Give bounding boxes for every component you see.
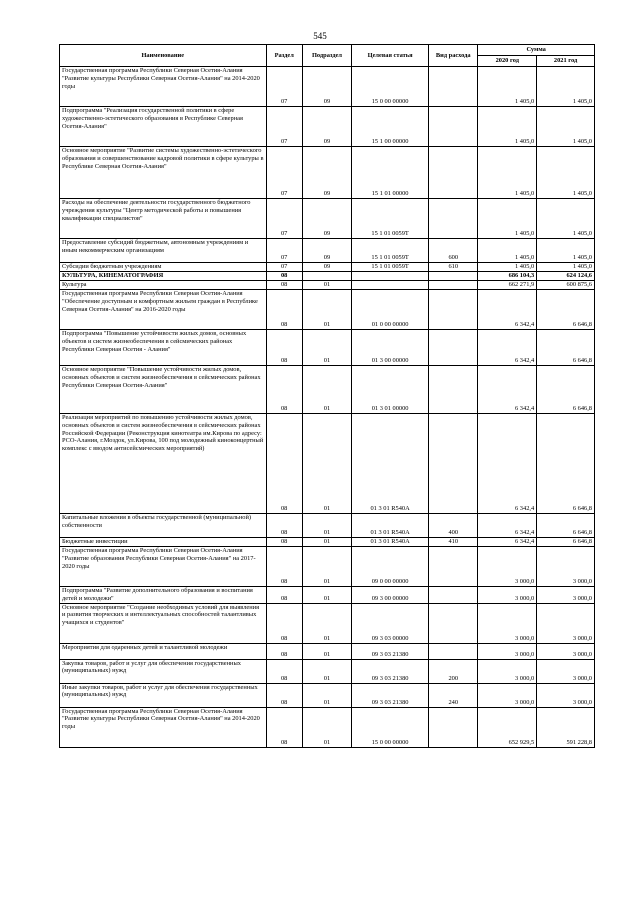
row-name: Основное мероприятие "Создание необходимых условий для выявления и развития творческих и интеллектуальных способностей талантливых учащихся и студентов" (60, 603, 267, 643)
row-expense-type (429, 603, 478, 643)
row-amount-2020: 6 342,4 (478, 290, 537, 330)
row-name: Подпрограмма "Повышение устойчивости жилых домов, основных объектов и систем жизнеобеспечения в сейсмических районах Республики Северная Осетия - Алания" (60, 330, 267, 366)
row-name: Подпрограмма "Реализация государственной политики в сфере художественно-эстетического образования в Республике Северная Осетия-Алания" (60, 107, 267, 147)
row-section: 07 (266, 147, 302, 199)
row-amount-2020: 6 342,4 (478, 514, 537, 538)
table-row (60, 547, 595, 587)
row-name: КУЛЬТУРА, КИНЕМАТОГРАФИЯ (60, 272, 267, 281)
table-row (60, 603, 595, 643)
row-section: 07 (266, 199, 302, 239)
row-section: 08 (266, 366, 302, 414)
row-expense-type (429, 107, 478, 147)
table-row (60, 538, 595, 547)
row-expense-type (429, 547, 478, 587)
table-row (60, 272, 595, 281)
row-amount-2020: 3 000,0 (478, 683, 537, 707)
row-name: Основное мероприятие "Развитие системы художественно-эстетического образования и совершенствование кадровой политики в сфере культуры в Республике Северная Осетия-Алания" (60, 147, 267, 199)
row-amount-2020: 3 000,0 (478, 547, 537, 587)
row-subsection: 09 (302, 147, 351, 199)
row-subsection: 01 (302, 587, 351, 604)
row-target-item: 01 0 00 00000 (352, 290, 429, 330)
row-amount-2020: 1 405,0 (478, 67, 537, 107)
row-name: Расходы на обеспечение деятельности государственного бюджетного учреждения культуры "Центр методической работы и повышения квалификации специалистов" (60, 199, 267, 239)
row-amount-2020: 6 342,4 (478, 366, 537, 414)
row-expense-type (429, 290, 478, 330)
row-amount-2020: 1 405,0 (478, 147, 537, 199)
table-row (60, 107, 595, 147)
row-section: 08 (266, 538, 302, 547)
row-amount-2020: 1 405,0 (478, 107, 537, 147)
row-subsection: 01 (302, 366, 351, 414)
row-target-item (352, 281, 429, 290)
row-subsection: 01 (302, 547, 351, 587)
row-amount-2020: 1 405,0 (478, 199, 537, 239)
row-expense-type (429, 414, 478, 514)
row-target-item: 09 3 03 21380 (352, 683, 429, 707)
row-subsection: 01 (302, 707, 351, 747)
row-name: Государственная программа Республики Северная Осетия-Алания "Обеспечение доступным и комфортным жильем граждан в Республике Северная Осетия-Алания" на 2016-2020 годы (60, 290, 267, 330)
table-row (60, 514, 595, 538)
row-name: Основное мероприятие "Повышение устойчивости жилых домов, основных объектов и систем жизнеобеспечения в сейсмических районах Республики Северная Осетия-Алания" (60, 366, 267, 414)
row-amount-2021: 624 124,6 (537, 272, 595, 281)
page-number: 545 (313, 31, 327, 41)
table-row (60, 643, 595, 659)
header-subsection: Подраздел (302, 45, 351, 67)
row-amount-2021: 3 000,0 (537, 603, 595, 643)
row-amount-2020: 6 342,4 (478, 414, 537, 514)
row-amount-2021: 1 405,0 (537, 147, 595, 199)
table-row (60, 239, 595, 263)
row-section: 08 (266, 643, 302, 659)
row-name: Бюджетные инвестиции (60, 538, 267, 547)
row-subsection: 01 (302, 603, 351, 643)
row-amount-2021: 1 405,0 (537, 67, 595, 107)
row-section: 08 (266, 707, 302, 747)
row-subsection: 09 (302, 239, 351, 263)
row-expense-type (429, 366, 478, 414)
row-amount-2021: 3 000,0 (537, 643, 595, 659)
row-section: 07 (266, 239, 302, 263)
row-amount-2020: 3 000,0 (478, 603, 537, 643)
row-target-item: 15 1 01 00000 (352, 147, 429, 199)
row-name: Мероприятия для одаренных детей и талантливой молодежи (60, 643, 267, 659)
row-name: Культура (60, 281, 267, 290)
table-row (60, 659, 595, 683)
row-target-item (352, 272, 429, 281)
row-expense-type: 400 (429, 514, 478, 538)
table-row (60, 199, 595, 239)
row-name: Иные закупки товаров, работ и услуг для обеспечения государственных (муниципальных) нужд (60, 683, 267, 707)
row-target-item: 15 0 00 00000 (352, 67, 429, 107)
row-subsection: 01 (302, 659, 351, 683)
row-target-item: 09 3 03 00000 (352, 603, 429, 643)
table-row (60, 290, 595, 330)
row-name: Государственная программа Республики Северная Осетия-Алания "Развитие образования Республики Северная Осетия-Алания" на 2017-2020 годы (60, 547, 267, 587)
row-target-item: 09 3 03 21380 (352, 643, 429, 659)
row-amount-2021: 6 646,8 (537, 366, 595, 414)
row-section: 08 (266, 659, 302, 683)
row-subsection: 01 (302, 414, 351, 514)
table-row (60, 147, 595, 199)
row-section: 08 (266, 414, 302, 514)
row-subsection: 01 (302, 330, 351, 366)
row-target-item: 09 3 00 00000 (352, 587, 429, 604)
row-amount-2021: 6 646,8 (537, 290, 595, 330)
row-target-item: 01 3 01 R540А (352, 538, 429, 547)
row-amount-2021: 1 405,0 (537, 263, 595, 272)
row-subsection: 01 (302, 643, 351, 659)
row-amount-2021: 3 000,0 (537, 659, 595, 683)
row-expense-type (429, 330, 478, 366)
header-target-item: Целевая статья (352, 45, 429, 67)
row-name: Субсидии бюджетным учреждениям (60, 263, 267, 272)
header-section: Раздел (266, 45, 302, 67)
row-expense-type (429, 281, 478, 290)
row-target-item: 15 0 00 00000 (352, 707, 429, 747)
row-section: 08 (266, 272, 302, 281)
row-target-item: 01 3 01 00000 (352, 366, 429, 414)
table-row (60, 366, 595, 414)
row-amount-2021: 1 405,0 (537, 107, 595, 147)
row-expense-type: 200 (429, 659, 478, 683)
row-subsection: 09 (302, 199, 351, 239)
row-subsection: 09 (302, 107, 351, 147)
row-amount-2021: 591 228,8 (537, 707, 595, 747)
row-expense-type (429, 199, 478, 239)
row-amount-2021: 3 000,0 (537, 587, 595, 604)
row-target-item: 09 0 00 00000 (352, 547, 429, 587)
row-amount-2020: 6 342,4 (478, 538, 537, 547)
row-target-item: 09 3 03 21380 (352, 659, 429, 683)
row-subsection: 01 (302, 281, 351, 290)
row-target-item: 15 1 00 00000 (352, 107, 429, 147)
table-row (60, 330, 595, 366)
row-name: Закупка товаров, работ и услуг для обеспечения государственных (муниципальных) нужд (60, 659, 267, 683)
table-row (60, 263, 595, 272)
row-amount-2020: 3 000,0 (478, 643, 537, 659)
row-target-item: 01 3 01 R540А (352, 414, 429, 514)
row-amount-2021: 600 875,6 (537, 281, 595, 290)
row-amount-2021: 6 646,8 (537, 514, 595, 538)
row-name: Капитальные вложения в объекты государственной (муниципальной) собственности (60, 514, 267, 538)
row-target-item: 15 1 01 0059Т (352, 199, 429, 239)
row-expense-type (429, 272, 478, 281)
table-row (60, 67, 595, 107)
row-section: 08 (266, 330, 302, 366)
row-name: Государственная программа Республики Северная Осетия-Алания "Развитие культуры Республики Северная Осетия-Алания" на 2014-2020 годы (60, 707, 267, 747)
row-expense-type (429, 707, 478, 747)
row-amount-2021: 6 646,8 (537, 414, 595, 514)
row-subsection: 09 (302, 263, 351, 272)
row-section: 07 (266, 263, 302, 272)
row-amount-2020: 1 405,0 (478, 263, 537, 272)
row-name: Реализация мероприятий по повышению устойчивости жилых домов, основных объектов и систем жизнеобеспечения в сейсмических районах Российской Федерации (Реконструкция кинотеатра им.Кирова по адресу: РСО-Алания, г.Моздок, ул.Кирова, 100 под молодежный киноконцертный комплекс с вводом антисейсмических мероприятий) (60, 414, 267, 514)
row-target-item: 01 3 01 R540А (352, 514, 429, 538)
header-year-2021: 2021 год (537, 56, 595, 67)
row-expense-type (429, 147, 478, 199)
row-section: 08 (266, 603, 302, 643)
row-target-item: 01 3 00 00000 (352, 330, 429, 366)
row-amount-2020: 3 000,0 (478, 587, 537, 604)
row-target-item: 15 1 01 0059Т (352, 239, 429, 263)
table-row (60, 683, 595, 707)
row-amount-2021: 1 405,0 (537, 239, 595, 263)
row-section: 08 (266, 683, 302, 707)
row-amount-2020: 6 342,4 (478, 330, 537, 366)
row-expense-type (429, 643, 478, 659)
row-subsection (302, 272, 351, 281)
row-expense-type (429, 67, 478, 107)
table-body (60, 67, 595, 748)
row-subsection: 01 (302, 538, 351, 547)
row-amount-2020: 3 000,0 (478, 659, 537, 683)
header-year-2020: 2020 год (478, 56, 537, 67)
row-amount-2020: 662 271,9 (478, 281, 537, 290)
table-row (60, 281, 595, 290)
row-amount-2021: 6 646,8 (537, 330, 595, 366)
row-section: 08 (266, 514, 302, 538)
row-amount-2021: 1 405,0 (537, 199, 595, 239)
row-section: 07 (266, 107, 302, 147)
row-subsection: 01 (302, 514, 351, 538)
row-amount-2021: 6 646,8 (537, 538, 595, 547)
table-row (60, 587, 595, 604)
row-amount-2020: 686 104,3 (478, 272, 537, 281)
row-subsection: 09 (302, 67, 351, 107)
row-name: Предоставление субсидий бюджетным, автономным учреждениям и иным некоммерческим организациям (60, 239, 267, 263)
row-expense-type: 600 (429, 239, 478, 263)
header-name: Наименование (60, 45, 267, 67)
header-amount: Сумма (478, 45, 595, 56)
header-expense-type: Вид расхода (429, 45, 478, 67)
row-amount-2021: 3 000,0 (537, 683, 595, 707)
table-row (60, 414, 595, 514)
row-target-item: 15 1 01 0059Т (352, 263, 429, 272)
row-section: 08 (266, 290, 302, 330)
row-expense-type: 240 (429, 683, 478, 707)
row-amount-2021: 3 000,0 (537, 547, 595, 587)
row-amount-2020: 652 929,5 (478, 707, 537, 747)
row-section: 08 (266, 587, 302, 604)
row-expense-type: 410 (429, 538, 478, 547)
row-amount-2020: 1 405,0 (478, 239, 537, 263)
row-expense-type: 610 (429, 263, 478, 272)
row-expense-type (429, 587, 478, 604)
row-section: 08 (266, 547, 302, 587)
row-section: 07 (266, 67, 302, 107)
row-name: Государственная программа Республики Северная Осетия-Алания "Развитие культуры Республики Северная Осетия-Алания" на 2014-2020 годы (60, 67, 267, 107)
budget-table (59, 44, 595, 748)
row-name: Подпрограмма "Развитие дополнительного образования и воспитания детей и молодежи" (60, 587, 267, 604)
row-subsection: 01 (302, 683, 351, 707)
row-subsection: 01 (302, 290, 351, 330)
table-row (60, 707, 595, 747)
row-section: 08 (266, 281, 302, 290)
